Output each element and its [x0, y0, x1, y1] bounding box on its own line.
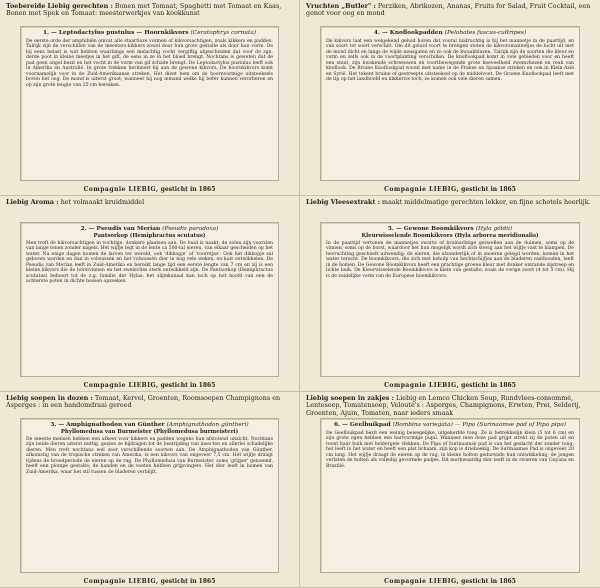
header-lead: Liebig Vleesextrakt : — [306, 199, 380, 206]
footer-brand: Compagnie LIEBIG, — [384, 578, 460, 585]
card-subtitle: Pantsorkop (Hemiphractus scutatus) — [93, 232, 206, 239]
scientific-name: (Hyla göldii) — [475, 226, 513, 232]
card-header — [306, 199, 594, 221]
card-title — [326, 226, 574, 233]
card-title — [326, 30, 574, 37]
card-header — [6, 199, 293, 221]
scientific-name: (Bombina variegata) — Pipa (Surinaamse pad of Pipa pipa) — [392, 422, 567, 428]
text-panel — [20, 26, 279, 181]
header-lead: Toebereide Liebig gerechten : — [6, 3, 113, 10]
header-rest: maakt middelmatige gerechten lekker, en fijne schotels heerlijk. — [380, 199, 591, 206]
card-title — [26, 226, 273, 233]
text-panel — [20, 418, 279, 573]
header-rest: Liebig en Lemco Chicken Soup, Rundvlees-consommé, Lentesoep, Tomatensoep, Velouté's : Asperges, Champignons, Erwten, Prei, Selderij, Groenten, Ajuin, Tomaten, naar ieders smaak — [306, 395, 581, 417]
title-text: 1. — Leptodactylus pustulus — Hoornkikvors — [42, 30, 189, 36]
card-body: De Geelbuikpad bezit een weinig bewegelijke, uitgekerfde tong. Ze is betrekkelijk klein (5 tot 6 cm) en zijn grote ogen hebben een hartvormige pupil. Wanneer men deze pad grijpt strekt zij de poten uit en toont haar buik met heldergele vlekken. De Pipa of Surinaamse pad is van het geslacht der zonder tong; het leeft in het water en heeft een plat lichaam, zijn kop is driehoekig. De Surinaamse Pad is ongeveer 20 cm lang. Het wijfje draagt de eieren op de rug, in kleine holten gedurende hun ontwikkeling; de jongen verlaten de holten als volledig gevormde padjes. Dit merkwaardig dier leeft in de rivieren van Guyana en Brazilië. — [326, 430, 574, 469]
footer-brand: Compagnie LIEBIG, — [83, 578, 159, 585]
text-panel — [20, 222, 279, 377]
trade-card-2 — [0, 196, 300, 392]
trade-card-4 — [300, 0, 600, 196]
card-body: Men treft de kikvorsachtigen in vochtige, donkere plaatsen aan. De huid is naakt; de zolen zijn voorzien van lange tenen zonder nagels. Het wijfje legt in de lente ca 500-tal eieren, van elkaar gescheiden op het water. Na enige dagen komen de larven ter wereld, ook 'dikkopje' of 'voorntjes'. Ook het dikkopje zal geboren worden en dan in volwassen en het volwassen dier in nog vele weken, en kuit ontwikkelen. De Pseudis van Merian leeft in Zuid-Amerika en bereikt lange tijd een eerste lengte van 7 cm en zij is een kleine kikvors die de borstvinnen en het zwemvlies sterk ontwikkeld zijn. De Pantsorkop (Hemiphractus scutatus) behoort tot de z.g. familie der Hylas; het slijmkanaal kan toch op het hoofd van een de achterste poten in dichte bossen opzoeken. — [26, 240, 273, 285]
header-lead: Liebig Aroma : — [6, 199, 59, 206]
card-footer — [300, 186, 600, 193]
card-footer — [0, 578, 299, 585]
card-footer — [0, 186, 299, 193]
card-footer — [0, 382, 299, 389]
scientific-name: (Ceratophrys cornuta) — [190, 30, 257, 36]
trade-card-6 — [300, 392, 600, 588]
scientific-name: (Amphignathodon güntheri) — [166, 422, 249, 428]
scientific-name: (Pelobates fuscus-cultripes) — [444, 30, 527, 36]
card-title — [26, 30, 273, 37]
footer-brand: Compagnie LIEBIG, — [384, 382, 460, 389]
card-body: De kikvors laat een welgekend geluid horen dat vooral luidruchtig is bij het mannetje in de paartijd, en van soort tot soort verschilt. Om dit geluid voort te brengen stoten de kikvorsmannetjes de lucht uit met de mond dicht en langs de wijde neusgaten en zo ook de kwaakblazen. Talrijk zijn de soorten die kleur en vorm en zelfs ook in de voortplanting verschillen. De knoflookpad komt in vele gebieden voor en heeft een snuit, zijn kwakende schreeuwen en voortbewegende grote hoeveelheid zwemvliezen en reuk van knoflook. De Bruine Knoflookpad woont met name in de Franse en Spaanse streken en ook in Klein-Azië en Syrië. Het tekent bruine of gestreepte uitsteeksel op de middelvoet. De Groene Knoflookpad leeft met de tip op het landhoofd en kikkervis toch, ze komen ook vele dieren samen. — [326, 38, 574, 83]
footer-brand: Compagnie LIEBIG, — [384, 186, 460, 193]
title-text: 4. — Knoflookpadden — [373, 30, 443, 36]
footer-founded: gesticht in 1865 — [158, 578, 216, 585]
card-title — [326, 422, 574, 429]
card-subtitle: Phyllomedusa van Burmeister (Phyllomedusa burmeisteri) — [60, 428, 239, 435]
header-lead: Vruchten „Butler" : — [306, 3, 376, 10]
trade-card-3 — [0, 392, 300, 588]
text-panel — [320, 418, 580, 573]
card-body: De meeste mensen hebben een afkeer voor kikkers en padden wegens hun afstotend uitzicht. Nochtans zijn beide dieren uiterst nuttig, gezien ze bijdragen tot de bestrijding van insecten en allerlei schadelijke dieren. Men treft nochtans wel zeer verschillende soorten aan. De Amphignathodon van Günther, afkomstig van de tropische streken van Amerika, is een kikvors van ongeveer 7,5 cm. Het wijfje draagt tijdens de broedperiode de eieren op de rug. De Phyllomedusa van Burmeister, soms 'grijper' genoemd, heeft een plompe gestalte; de handen en de voeten hebben grijpvingers. Het dier leeft in bomen van Zuid-Amerika, waar het stil tussen de bladeren verblijft. — [26, 436, 273, 475]
header-rest: Bonen met Tomaat, Spaghetti met Tomaat en Kaas, Bonen met Spek en Tomaat: meesterwerkjes van kookkunst — [6, 3, 282, 18]
text-panel — [320, 26, 580, 181]
title-text: 2. — Pseudis van Merian — [80, 226, 161, 232]
trade-card-5 — [300, 196, 600, 392]
card-header — [6, 395, 293, 417]
title-text: 5. — Gewone Boomkikvors — [387, 226, 474, 232]
footer-founded: gesticht in 1865 — [158, 382, 216, 389]
footer-brand: Compagnie LIEBIG, — [83, 186, 159, 193]
card-header — [306, 395, 594, 417]
header-rest: Perziken, Abrikozen, Ananas, Fruits for Salad, Fruit Cocktail, een genot voor oog en mond — [306, 3, 591, 18]
text-panel — [320, 222, 580, 377]
card-body: In de paartijd vertonen de mannetjes zwarte of bruinachtige gezwellen aan de duimen, soms op de vinnen, soms op de borst, waardoor het hun mogelijk wordt zich stevig aan het wijfje vast te klampen. De bevruchting geschiedt uitwendig: de eieren, die afzonderlijk of in snoeren gelegd worden, komen in het water terecht. De boomkikvors, die zich met behulp van hechtschijfjes aan de bladeren vasthouden, leeft in de bomen. De Gewone Boomkikvors heeft een prachtige groene kleur met donker omrande zijstreep en lichte buik. De Kleurwisselende Boomkikvors is klein van gestalte, zoals de vorige soort (4 tot 5 cm). Hij is de zuidelijke vorm van de Europese boomkikvors. — [326, 240, 574, 279]
footer-founded: gesticht in 1865 — [158, 186, 216, 193]
title-text: 6. — Geelbuikpad — [333, 422, 391, 428]
card-subtitle: Kleurwisselende Boomkikvors (Hyla arborea meridionalis) — [361, 232, 539, 239]
header-lead: Liebig soepen in zakjes : — [306, 395, 394, 402]
footer-founded: gesticht in 1865 — [459, 186, 516, 193]
scientific-name: (Pseudis paradoxa) — [162, 226, 219, 232]
card-header — [6, 3, 293, 25]
title-text: 3. — Amphignathodon van Günther — [50, 422, 165, 428]
header-rest: Tomaat, Kervel, Groenten, Roomsoepen Champignons en Asperges : in een handomdraai gereed — [6, 395, 281, 410]
footer-brand: Compagnie LIEBIG, — [83, 382, 159, 389]
header-lead: Liebig soepen in dozen : — [6, 395, 93, 402]
card-title — [26, 422, 273, 429]
footer-founded: gesticht in 1865 — [459, 578, 516, 585]
card-footer — [300, 578, 600, 585]
card-footer — [300, 382, 600, 389]
card-body: De eerste orde der amphibiën omvat alle staartloze vormen of kikvorsachtigen, zoals kikkers en padden. Talrijk zijn de verschillen van de meesters-kikkers zowel door hun grote gestalte als door hun vorm. De bij eens belast is wat hebben waarlangs een melachtig vocht vergiftig afgescheiden dat voor de zgn. derde poot in kleine meetjes in het gift, de eens in ze in het bloed brengt. Nochtans is geweten dat de pad geen angel bezit en het vocht in de vorm van gif schade brengt. De Leptodactylus pustulus leeft ook in Amerika en Australië. In grote trekken herinnert hij aan de gewone kikvors. De hoornkikvors komt voornamelijk voor in de Zuid-Amerikaanse streken. Het dient hem om de hoornvormige uitsteeksels boven het oog. De mond is uiterst groot; wanneer hij nog iemand welke hij beter kunnen verorberen en op zijn grote lengte van 25 cm bereiken. — [26, 38, 273, 88]
trade-card-1 — [0, 0, 300, 196]
card-header — [306, 3, 594, 25]
footer-founded: gesticht in 1865 — [459, 382, 516, 389]
header-rest: het volmaakt kruidmiddel — [58, 199, 145, 206]
